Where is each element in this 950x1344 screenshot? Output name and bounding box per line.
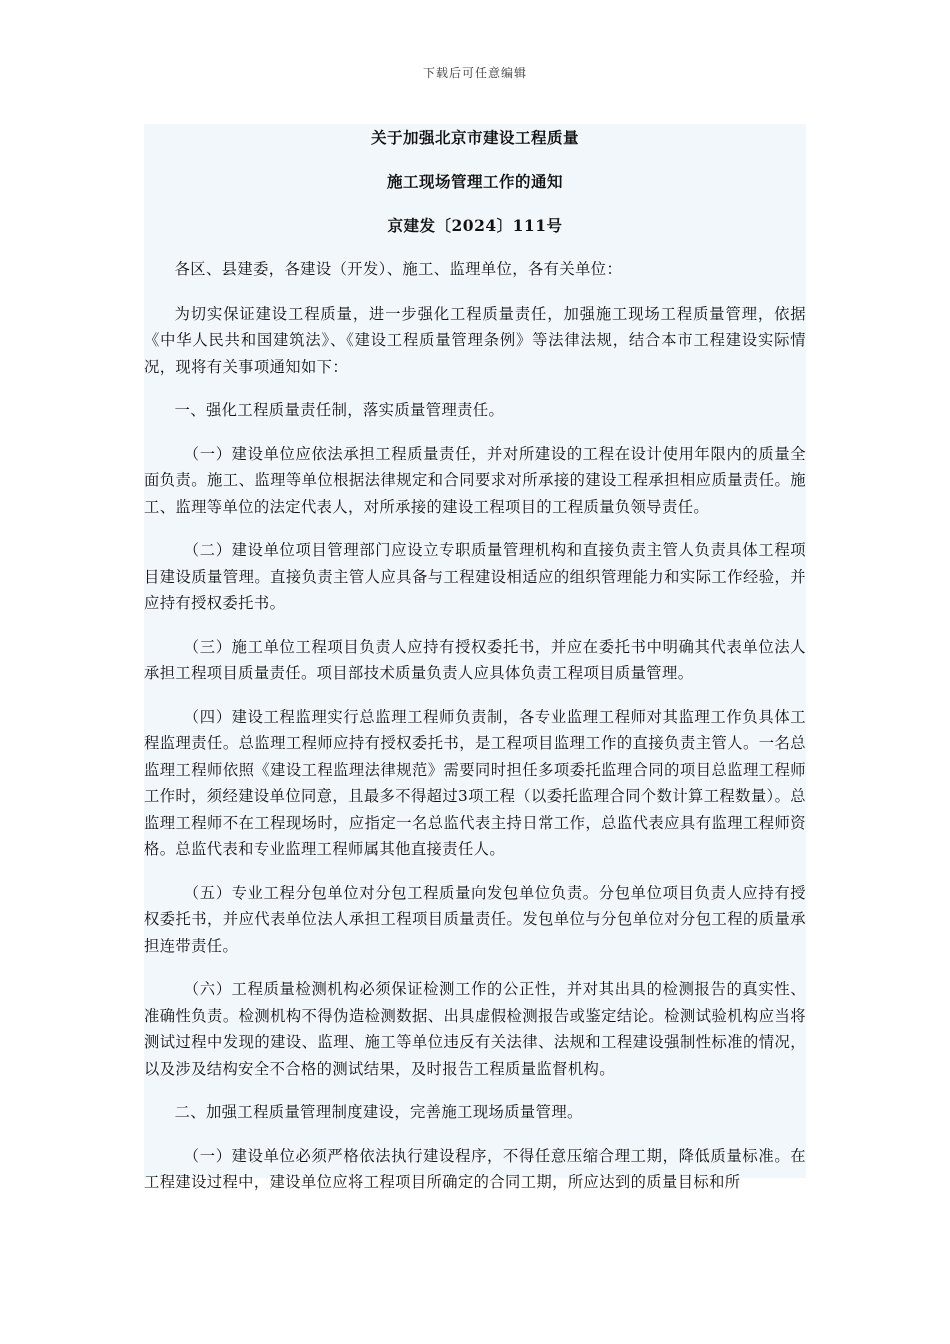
document-body: [144, 124, 806, 1191]
clause-1-2: （二）建设单位项目管理部门应设立专职质量管理机构和直接负责主管人负责具体工程项目建设质量管理。直接负责主管人应具备与工程建设相适应的组织管理能力和实际工作经验，并应持有授权委托书。: [144, 541, 806, 612]
clause-1-3: （三）施工单位工程项目负责人应持有授权委托书，并应在委托书中明确其代表单位法人承担工程项目质量责任。项目部技术质量负责人应具体负责工程项目质量管理。: [144, 637, 806, 682]
document-number: 京建发〔2024〕111号: [387, 216, 563, 235]
page-header-note: 下载后可任意编辑: [422, 66, 527, 80]
document-title-line-2: 施工现场管理工作的通知: [386, 172, 563, 191]
clause-1-5: （五）专业工程分包单位对分包工程质量向发包单位负责。分包单位项目负责人应持有授权委托书，并应代表单位法人承担工程项目质量责任。发包单位与分包单位对分包工程的质量承担连带责任。: [144, 883, 806, 955]
intro-paragraph: 为切实保证建设工程质量，进一步强化工程质量责任，加强施工现场工程质量管理，依据《中华人民共和国建筑法》、《建设工程质量管理条例》等法律法规，结合本市工程建设实际情况，现将有关事项通知如下：: [144, 304, 806, 376]
addressee: 各区、县建委，各建设（开发）、施工、监理单位，各有关单位：: [174, 260, 623, 278]
section-heading-2: 二、加强工程质量管理制度建设，完善施工现场质量管理。: [174, 1103, 583, 1121]
document-title-line-1: 关于加强北京市建设工程质量: [370, 128, 579, 147]
clause-1-4: （四）建设工程监理实行总监理工程师负责制，各专业监理工程师对其监理工作负具体工程监理责任。总监理工程师应持有授权委托书，是工程项目监理工作的直接负责主管人。一名总监理工程师依照《建设工程监理法律规范》需要同时担任多项委托监理合同的项目总监理工程师工作时，须经建设单位同意，且最多不得超过3项工程（以委托监理合同个数计算工程数量）。总监理工程师不在工程现场时，应指定一名总监代表主持日常工作，总监代表应具有监理工程师资格。总监代表和专业监理工程师属其他直接责任人。: [144, 707, 806, 858]
clause-2-1: （一）建设单位必须严格依法执行建设程序，不得任意压缩合理工期，降低质量标准。在工程建设过程中，建设单位应将工程项目所确定的合同工期，所应达到的质量目标和所: [144, 1146, 806, 1191]
clause-1-6: （六）工程质量检测机构必须保证检测工作的公正性，并对其出具的检测报告的真实性、准确性负责。检测机构不得伪造检测数据、出具虚假检测报告或鉴定结论。检测试验机构应当将测试过程中发现的建设、监理、施工等单位违反有关法律、法规和工程建设强制性标准的情况，以及涉及结构安全不合格的测试结果，及时报告工程质量监督机构。: [144, 980, 806, 1078]
clause-1-1: （一）建设单位应依法承担工程质量责任，并对所建设的工程在设计使用年限内的质量全面负责。施工、监理等单位根据法律规定和合同要求对所承接的建设工程承担相应质量责任。施工、监理等单位的法定代表人，对所承接的建设工程项目的工程质量负领导责任。: [144, 444, 806, 516]
section-heading-1: 一、强化工程质量责任制，落实质量管理责任。: [174, 401, 505, 419]
